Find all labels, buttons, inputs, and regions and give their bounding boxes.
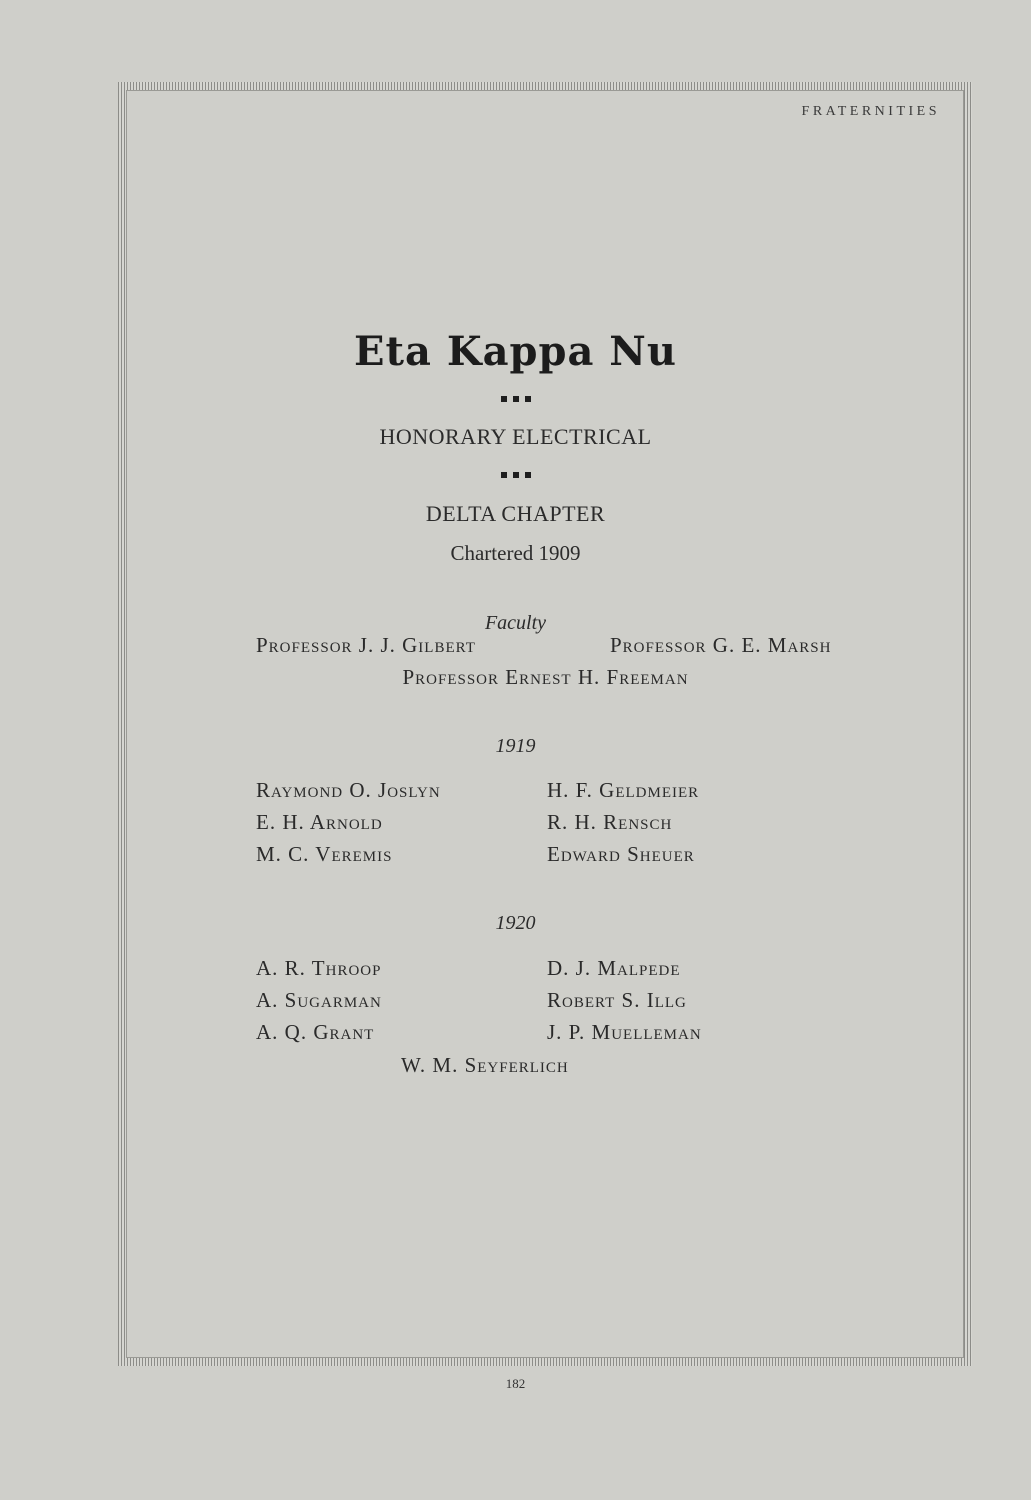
member-1920: D. J. Malpede [547,956,681,980]
class-1920-heading: 1920 [495,912,536,934]
member-1920: A. Sugarman [256,988,382,1012]
member-1919: H. F. Geldmeier [547,778,700,802]
member-1920: A. Q. Grant [256,1020,375,1044]
ornament-dots-1 [0,396,1031,402]
member-1919: Raymond O. Joslyn [256,778,441,802]
member-1920: J. P. Muelleman [547,1020,702,1044]
member-1920: Robert S. Illg [547,988,687,1012]
member-1920: W. M. Seyferlich [401,1053,569,1077]
faculty-heading: Faculty [484,612,547,634]
page-border-inner [126,90,964,1358]
member-1919: E. H. Arnold [256,810,383,834]
faculty-member: Professor J. J. Gilbert [256,633,476,657]
chartered-date: Chartered 1909 [450,541,581,565]
chapter-name: DELTA CHAPTER [425,501,606,526]
page-number: 182 [505,1376,526,1391]
faculty-member: Professor G. E. Marsh [610,633,832,657]
fraternity-title: Eta Kappa Nu [354,328,677,375]
running-head: FRATERNITIES [801,104,940,119]
member-1920: A. R. Throop [256,956,382,980]
page-border [118,82,972,1366]
member-1919: M. C. Veremis [256,842,393,866]
member-1919: Edward Sheuer [547,842,695,866]
member-1919: R. H. Rensch [547,810,673,834]
class-1919-heading: 1919 [495,735,536,757]
faculty-member: Professor Ernest H. Freeman [402,665,689,689]
subtitle: HONORARY ELECTRICAL [379,424,652,449]
ornament-dots-2 [0,472,1031,478]
